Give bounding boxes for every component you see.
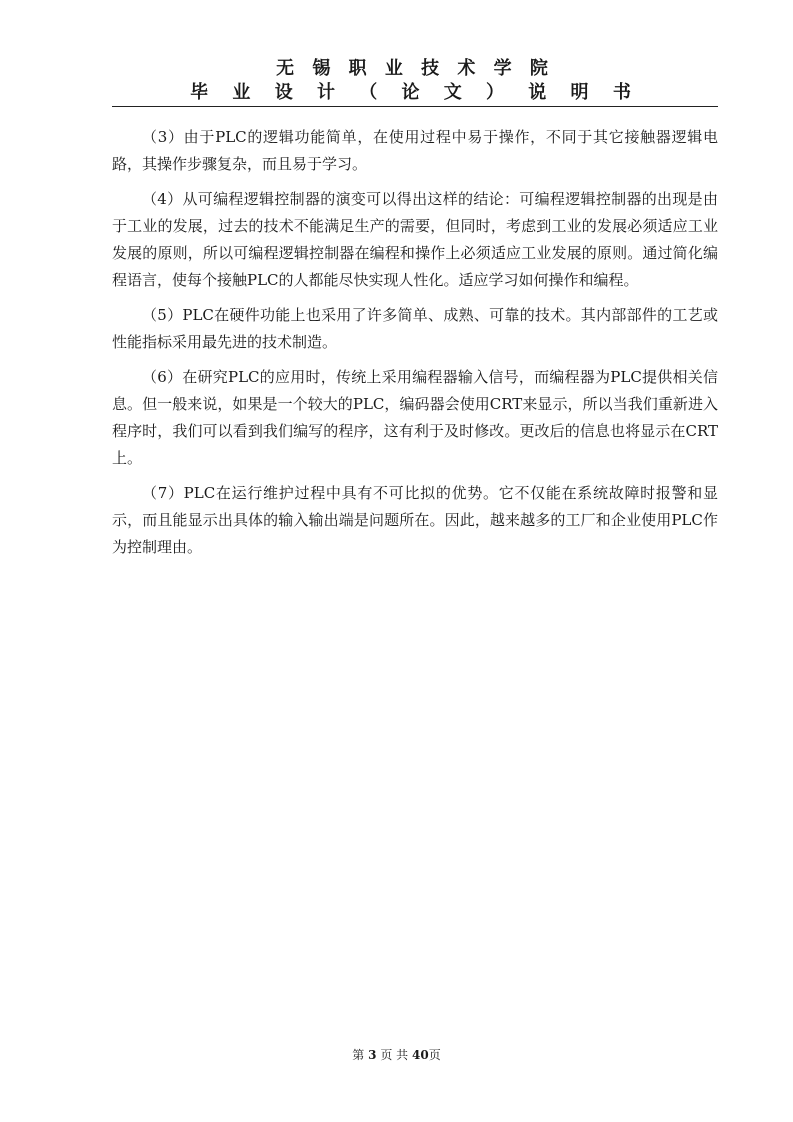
document-type: 毕 业 设 计 （ 论 文 ） 说 明 书 <box>190 82 640 103</box>
page-number: 3 <box>368 1048 377 1062</box>
paragraph-6: （6）在研究PLC的应用时，传统上采用编程器输入信号，而编程器为PLC提供相关信息。但一般来说，如果是一个较大的PLC，编码器会使用CRT来显示，所以当我们重新进入程序时，我们可以看到我们编写的程序，这有利于及时修改。更改后的信息也将显示在CRT上。 <box>112 368 718 467</box>
body-text <box>112 124 718 569</box>
institution-name: 无 锡 职 业 技 术 学 院 <box>276 58 554 79</box>
page-header <box>112 58 718 105</box>
footer-suffix: 页 <box>428 1048 441 1062</box>
paragraph-4: （4）从可编程逻辑控制器的演变可以得出这样的结论：可编程逻辑控制器的出现是由于工业的发展，过去的技术不能满足生产的需要，但同时，考虑到工业的发展必须适应工业发展的原则，所以可编程逻辑控制器在编程和操作上必须适应工业发展的原则。通过简化编程语言，使每个接触PLC的人都能尽快实现人性化。适应学习如何操作和编程。 <box>112 190 718 289</box>
paragraph-7: （7）PLC在运行维护过程中具有不可比拟的优势。它不仅能在系统故障时报警和显示，而且能显示出具体的输入输出端是问题所在。因此，越来越多的工厂和企业使用PLC作为控制理由。 <box>112 484 718 556</box>
header-divider <box>112 106 718 107</box>
footer-prefix: 第 <box>352 1048 365 1062</box>
paragraph-5: （5）PLC在硬件功能上也采用了许多简单、成熟、可靠的技术。其内部部件的工艺或性能指标采用最先进的技术制造。 <box>112 306 718 351</box>
footer-mid: 页 共 <box>380 1048 409 1062</box>
paragraph-3: （3）由于PLC的逻辑功能简单，在使用过程中易于操作，不同于其它接触器逻辑电路，其操作步骤复杂，而且易于学习。 <box>112 128 718 173</box>
page-footer <box>0 1046 793 1063</box>
total-pages: 40 <box>411 1048 429 1062</box>
